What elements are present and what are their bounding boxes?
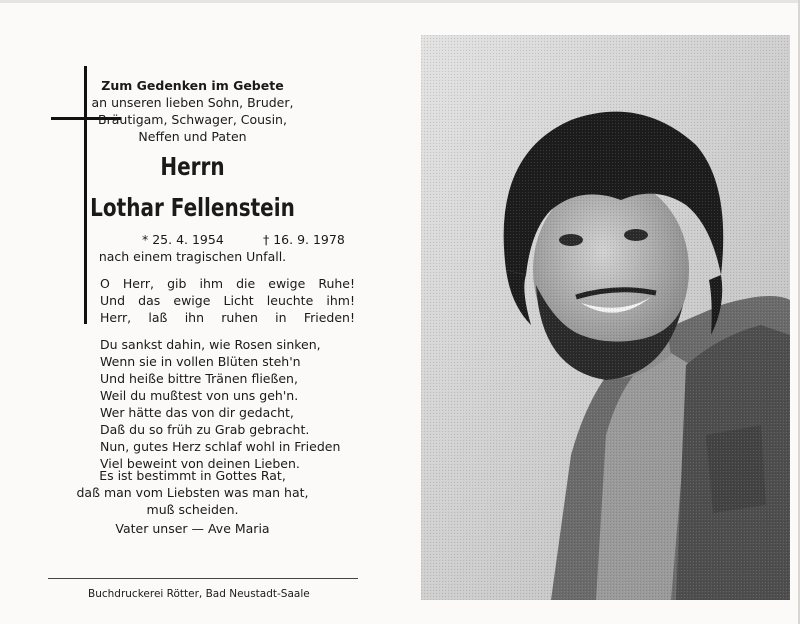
card-edge-top <box>0 0 800 3</box>
poem-line: Nun, gutes Herz schlaf wohl in Frieden <box>100 439 341 454</box>
intro-line: an unseren lieben Sohn, Bruder, <box>91 95 294 110</box>
prayer-line: O Herr, gib ihm die ewige Ruhe! <box>100 276 355 291</box>
intro-line: Bräutigam, Schwager, Cousin, <box>98 112 287 127</box>
poem-line: Wer hätte das von dir gedacht, <box>100 405 294 420</box>
poem-line: Wenn sie in vollen Blüten steh'n <box>100 354 301 369</box>
poem-line: Weil du mußtest von uns geh'n. <box>100 388 299 403</box>
prayer-line: Herr, laß ihn ruhen in Frieden! <box>100 310 355 325</box>
footer-rule <box>48 578 358 579</box>
salutation: Herrn <box>160 152 225 181</box>
closing-line: Es ist bestimmt in Gottes Rat, <box>99 468 286 483</box>
poem-line: Und heiße bittre Tränen fließen, <box>100 371 298 386</box>
cause-of-death: nach einem tragischen Unfall. <box>98 249 287 264</box>
portrait-photo <box>421 35 790 600</box>
life-dates <box>0 232 415 266</box>
closing-prayer: Vater unser — Ave Maria <box>115 521 270 536</box>
poem-line: Du sankst dahin, wie Rosen sinken, <box>100 337 321 352</box>
birth-date: * 25. 4. 1954 <box>142 232 224 247</box>
intro-line: Zum Gedenken im Gebete <box>101 78 284 93</box>
closing-verse <box>40 467 345 518</box>
poem-line: Viel beweint von deinen Lieben. <box>100 456 300 471</box>
intro-text <box>60 77 325 145</box>
closing-line: muß scheiden. <box>146 502 239 517</box>
prayer-line: Und das ewige Licht leuchte ihm! <box>100 293 355 308</box>
poem-line: Daß du so früh zu Grab gebracht. <box>100 422 310 437</box>
poem <box>100 336 355 472</box>
deceased-name: Lothar Fellenstein <box>90 193 295 222</box>
prayer <box>100 275 355 326</box>
closing-line: daß man vom Liebsten was man hat, <box>76 485 309 500</box>
intro-line: Neffen und Paten <box>138 129 247 144</box>
portrait-photo-svg <box>421 35 790 600</box>
printer-imprint: Buchdruckerei Rötter, Bad Neustadt-Saale <box>88 588 310 600</box>
death-date: † 16. 9. 1978 <box>263 232 345 247</box>
